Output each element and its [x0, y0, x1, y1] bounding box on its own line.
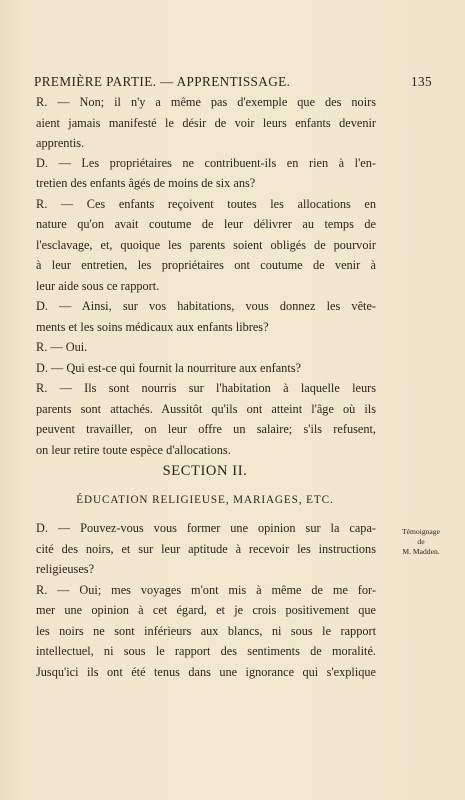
text-line: nature qu'on avait coutume de leur délivrer au temps de: [36, 217, 376, 231]
text-line: cité des noirs, et sur leur aptitude à recevoir les instructions: [36, 542, 376, 556]
text-line: aient jamais manifesté le désir de voir leurs enfants devenir: [36, 116, 376, 130]
running-head-title: PREMIÈRE PARTIE. — APPRENTISSAGE.: [34, 74, 291, 89]
text-line: à leur entretien, les propriétaires ont coutume de venir à: [36, 258, 376, 272]
text-line: D. — Pouvez-vous vous former une opinion sur la capa-: [36, 521, 376, 535]
text-line: R. — Oui; mes voyages m'ont mis à même de me for-: [36, 583, 376, 597]
text-line: ments et les soins médicaux aux enfants libres?: [36, 320, 269, 334]
text-line: D. — Qui est-ce qui fournit la nourriture aux enfants?: [36, 361, 301, 375]
text-line: intellectuel, ni sous le rapport des sentiments de moralité.: [36, 644, 376, 658]
margin-note-line: M. Madden.: [402, 547, 440, 556]
text-line: R. — Ils sont nourris sur l'habitation à laquelle leurs: [36, 381, 376, 395]
section-title: SECTION II.: [162, 463, 248, 479]
page-number: 135: [411, 74, 432, 89]
text-line: l'esclavage, et, quoique les parents soient obligés de pourvoir: [36, 238, 376, 252]
text-line: R. — Oui.: [36, 340, 88, 354]
margin-note-line: de: [417, 537, 425, 546]
text-line: D. — Les propriétaires ne contribuent-ils en rien à l'en-: [36, 156, 376, 170]
text-line: religieuses?: [36, 562, 95, 576]
text-line: apprentis.: [36, 136, 85, 150]
text-line: R. — Ces enfants reçoivent toutes les allocations en: [36, 197, 376, 211]
text-line: tretien des enfants âgés de moins de six ans?: [36, 176, 256, 190]
text-line: parents sont attachés. Aussitôt qu'ils ont atteint l'âge où ils: [36, 402, 376, 416]
text-line: D. — Ainsi, sur vos habitations, vous donnez les vête-: [36, 299, 376, 313]
text-line: leur aide sous ce rapport.: [36, 279, 160, 293]
margin-note-line: Témoignage: [402, 527, 440, 536]
text-line: peuvent travailler, on leur offre un salaire; s'ils refusent,: [36, 422, 376, 436]
section-subtitle: ÉDUCATION RELIGIEUSE, MARIAGES, ETC.: [76, 494, 334, 506]
text-line: mer une opinion à cet égard, et je crois positivement que: [36, 603, 376, 617]
text-line: Jusqu'ici ils ont été tenus dans une ignorance qui s'explique: [36, 665, 376, 679]
text-line: R. — Non; il n'y a même pas d'exemple que des noirs: [36, 95, 376, 109]
text-line: on leur retire toute espèce d'allocations.: [36, 443, 231, 457]
text-line: les noirs ne sont inférieurs aux blancs, ni sous le rapport: [36, 624, 376, 638]
